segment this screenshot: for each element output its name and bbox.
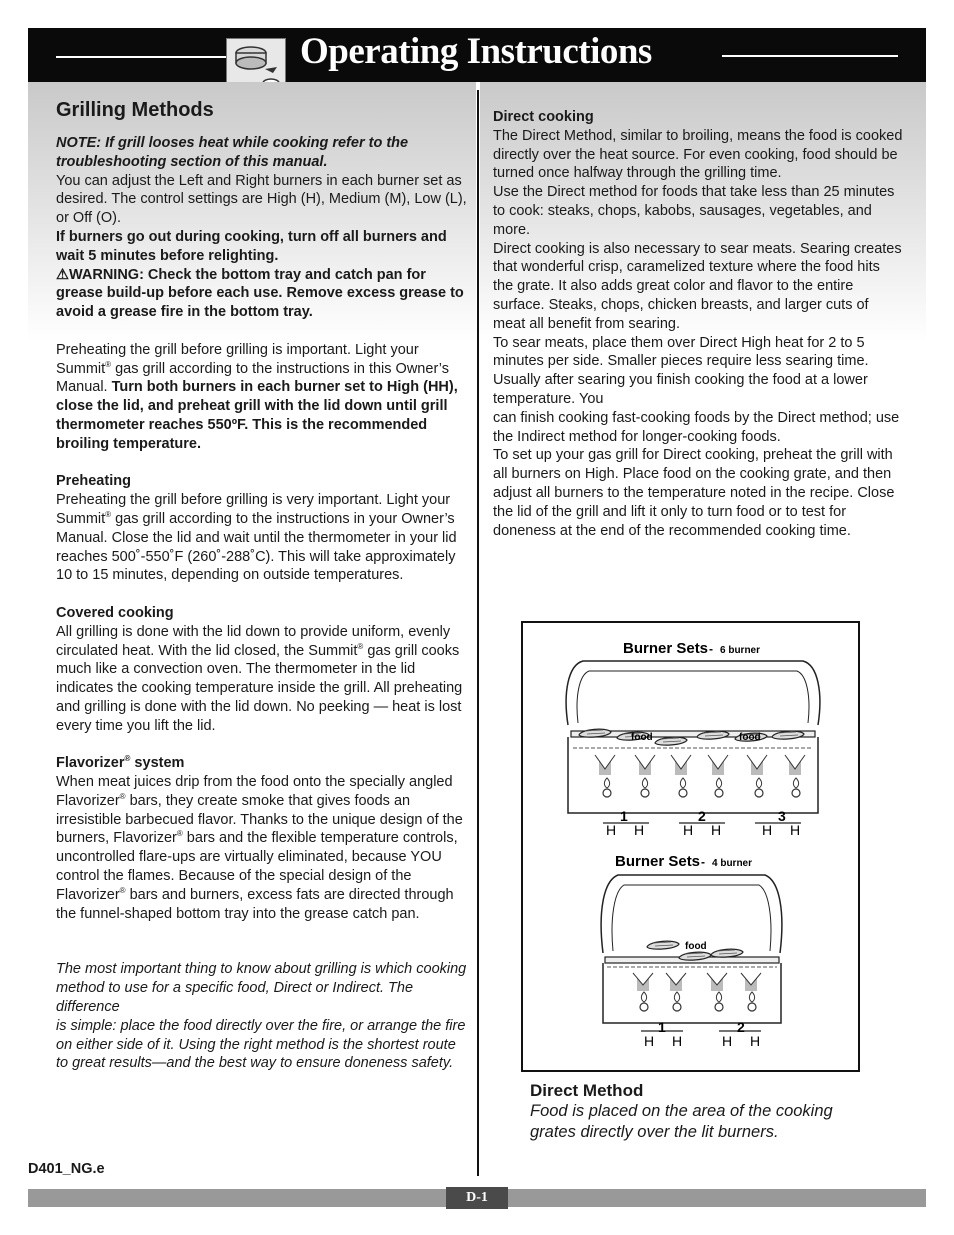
- covered-cooking-text: All grilling is done with the lid down to provide uniform, evenly circulated heat. With the lid closed, the Summit® gas grill cooks much like a convection oven. The thermometer in the lid indicates the cooking temperature inside the grill. All preheating and grilling is done with the lid down. No peeking — heat is lost every time you lift the lid.: [56, 623, 463, 734]
- four-burner-title: Burner Sets: [615, 853, 701, 870]
- page-title: Operating Instructions: [300, 31, 652, 72]
- warning-icon: ⚠: [56, 266, 69, 283]
- six-burner-food-label-1: food: [631, 732, 653, 743]
- six-burner-setting-1: H: [606, 822, 617, 838]
- diagram-caption: [530, 1081, 870, 1143]
- left-column: [56, 98, 468, 1073]
- preheating-title: Preheating: [56, 473, 131, 490]
- four-burner-dash: -: [701, 855, 705, 869]
- header-rule-right: [722, 55, 898, 57]
- direct-para-4: To sear meats, place them over Direct High heat for 2 to 5 minutes per side. Smaller pieces require less searing time. Usually after searing you finish cooking the food at a lower temperature. You: [493, 334, 869, 407]
- header-rule-left: [56, 56, 226, 58]
- four-burner-setting-4: H: [750, 1033, 761, 1049]
- column-divider: [477, 90, 479, 1176]
- preheat-intro: Preheating the grill before grilling is important. Light your Summit® gas grill according to the instructions in this Owner’s Manual. Turn both burners in each burner set to High (HH), close the lid, and preheat grill with the lid down until grill thermometer reaches 550ºF. This is the recommended broiling temperature.: [56, 341, 458, 452]
- six-burner-setting-5: H: [762, 822, 773, 838]
- caption-title: Direct Method: [530, 1081, 644, 1100]
- direct-para-7: To set up your gas grill for Direct cooking, preheat the grill with all burners on High. Place food on the cooking grate, and then adjust all burners to the temperature noted in the recipe. Close the lid of the grill and lift it only to turn food or to test for doneness at the end of the recommended cooking time.: [493, 447, 895, 539]
- troubleshooting-note: NOTE: If grill looses heat while cooking refer to the troubleshooting section of this manual.: [56, 135, 409, 170]
- six-burner-dash: -: [709, 642, 713, 656]
- page-number: D-1: [446, 1187, 508, 1209]
- four-burner-setting-2: H: [672, 1033, 683, 1049]
- six-burner-setting-2: H: [634, 822, 645, 838]
- six-burner-set-3: 3: [778, 808, 786, 824]
- four-burner-subtitle: 4 burner: [712, 858, 753, 869]
- grease-warning: [56, 266, 468, 322]
- preheating-text: Preheating the grill before grilling is very important. Light your Summit® gas grill according to the instructions in your Owner’s Manual. Close the lid and wait until the thermometer in your lid reaches 500˚-550˚F (260˚-288˚C). This will take approximately 10 to 15 minutes, depending on outside temperatures.: [56, 492, 457, 584]
- section-heading: Grilling Methods: [56, 99, 214, 121]
- document-code: D401_NG.e: [28, 1161, 105, 1177]
- method-intro-italic-1: The most important thing to know about grilling is which cooking method to use for a specific food, Direct or Indirect. The difference: [56, 961, 467, 1016]
- direct-para-3: Direct cooking is also necessary to sear meats. Searing creates that wonderful crisp, caramelized texture where the food hits the grate. It also adds great color and flavor to the entire surface. Steaks, chops, chicken breasts, and larger cuts of meat all benefit from searing.: [493, 240, 902, 332]
- six-burner-title: Burner Sets: [623, 640, 709, 657]
- four-burner-set-1: 1: [658, 1019, 666, 1035]
- flavorizer-text: When meat juices drip from the food onto the specially angled Flavorizer® bars, they create smoke that gives foods an irresistible barbecued flavor. Thanks to the unique design of the burners, Flavorizer® bars and the flexible temperature controls, uncontrolled flare-ups are virtually eliminated, because YOU control the flames. Because of the special design of the Flavorizer® bars and burners, excess fats are directed through the funnel-shaped bottom tray into the grease catch pan.: [56, 774, 463, 922]
- six-burner-set-2: 2: [698, 808, 706, 824]
- six-burner-setting-6: H: [790, 822, 801, 838]
- four-burner-food-label: food: [685, 941, 707, 952]
- four-burner-setting-1: H: [644, 1033, 655, 1049]
- four-burner-set-2: 2: [737, 1019, 745, 1035]
- direct-para-6: the Indirect method for longer-cooking foods.: [493, 428, 781, 445]
- burner-settings-text: You can adjust the Left and Right burners in each burner set as desired. The control settings are High (H), Medium (M), Low (L), or Off (O).: [56, 172, 467, 227]
- six-burner-setting-4: H: [711, 822, 722, 838]
- direct-para-1: The Direct Method, similar to broiling, means the food is cooked directly over the heat source. For even cooking, food should be turned once halfway through the grilling time.: [493, 127, 903, 182]
- covered-cooking-title: Covered cooking: [56, 604, 174, 621]
- relight-instruction: If burners go out during cooking, turn off all burners and wait 5 minutes before relighting.: [56, 228, 447, 264]
- six-burner-setting-3: H: [683, 822, 694, 838]
- method-intro-italic-2: is simple: place the food directly over the fire, or arrange the fire on either side of it. Using the right method is the shortest route to great results—and the best way to ensure doneness safety.: [56, 1017, 466, 1072]
- flavorizer-title: Flavorizer® system: [56, 754, 185, 772]
- burner-diagram: [521, 621, 860, 1072]
- footer-bar-right: [508, 1189, 926, 1207]
- footer-bar-left: [28, 1189, 446, 1207]
- four-burner-grill: [601, 853, 782, 1049]
- caption-body: Food is placed on the area of the cooking grates directly over the lit burners.: [530, 1102, 833, 1141]
- six-burner-food-label-2: food: [739, 732, 761, 743]
- direct-cooking-title: Direct cooking: [493, 109, 594, 125]
- six-burner-set-1: 1: [620, 808, 628, 824]
- warning-text: WARNING: Check the bottom tray and catch pan for grease build-up before each use. Remove excess grease to avoid a grease fire in the bottom tray.: [56, 266, 464, 321]
- right-column: [493, 108, 903, 540]
- burner-diagram-svg: [523, 623, 858, 1070]
- direct-para-5: can finish cooking fast-cooking foods by the Direct method; use: [493, 409, 900, 426]
- four-burner-setting-3: H: [722, 1033, 733, 1049]
- six-burner-grill: [566, 640, 820, 838]
- direct-para-2: Use the Direct method for foods that take less than 25 minutes to cook: steaks, chops, kabobs, sausages, vegetables, and more.: [493, 184, 895, 238]
- six-burner-subtitle: 6 burner: [720, 645, 761, 656]
